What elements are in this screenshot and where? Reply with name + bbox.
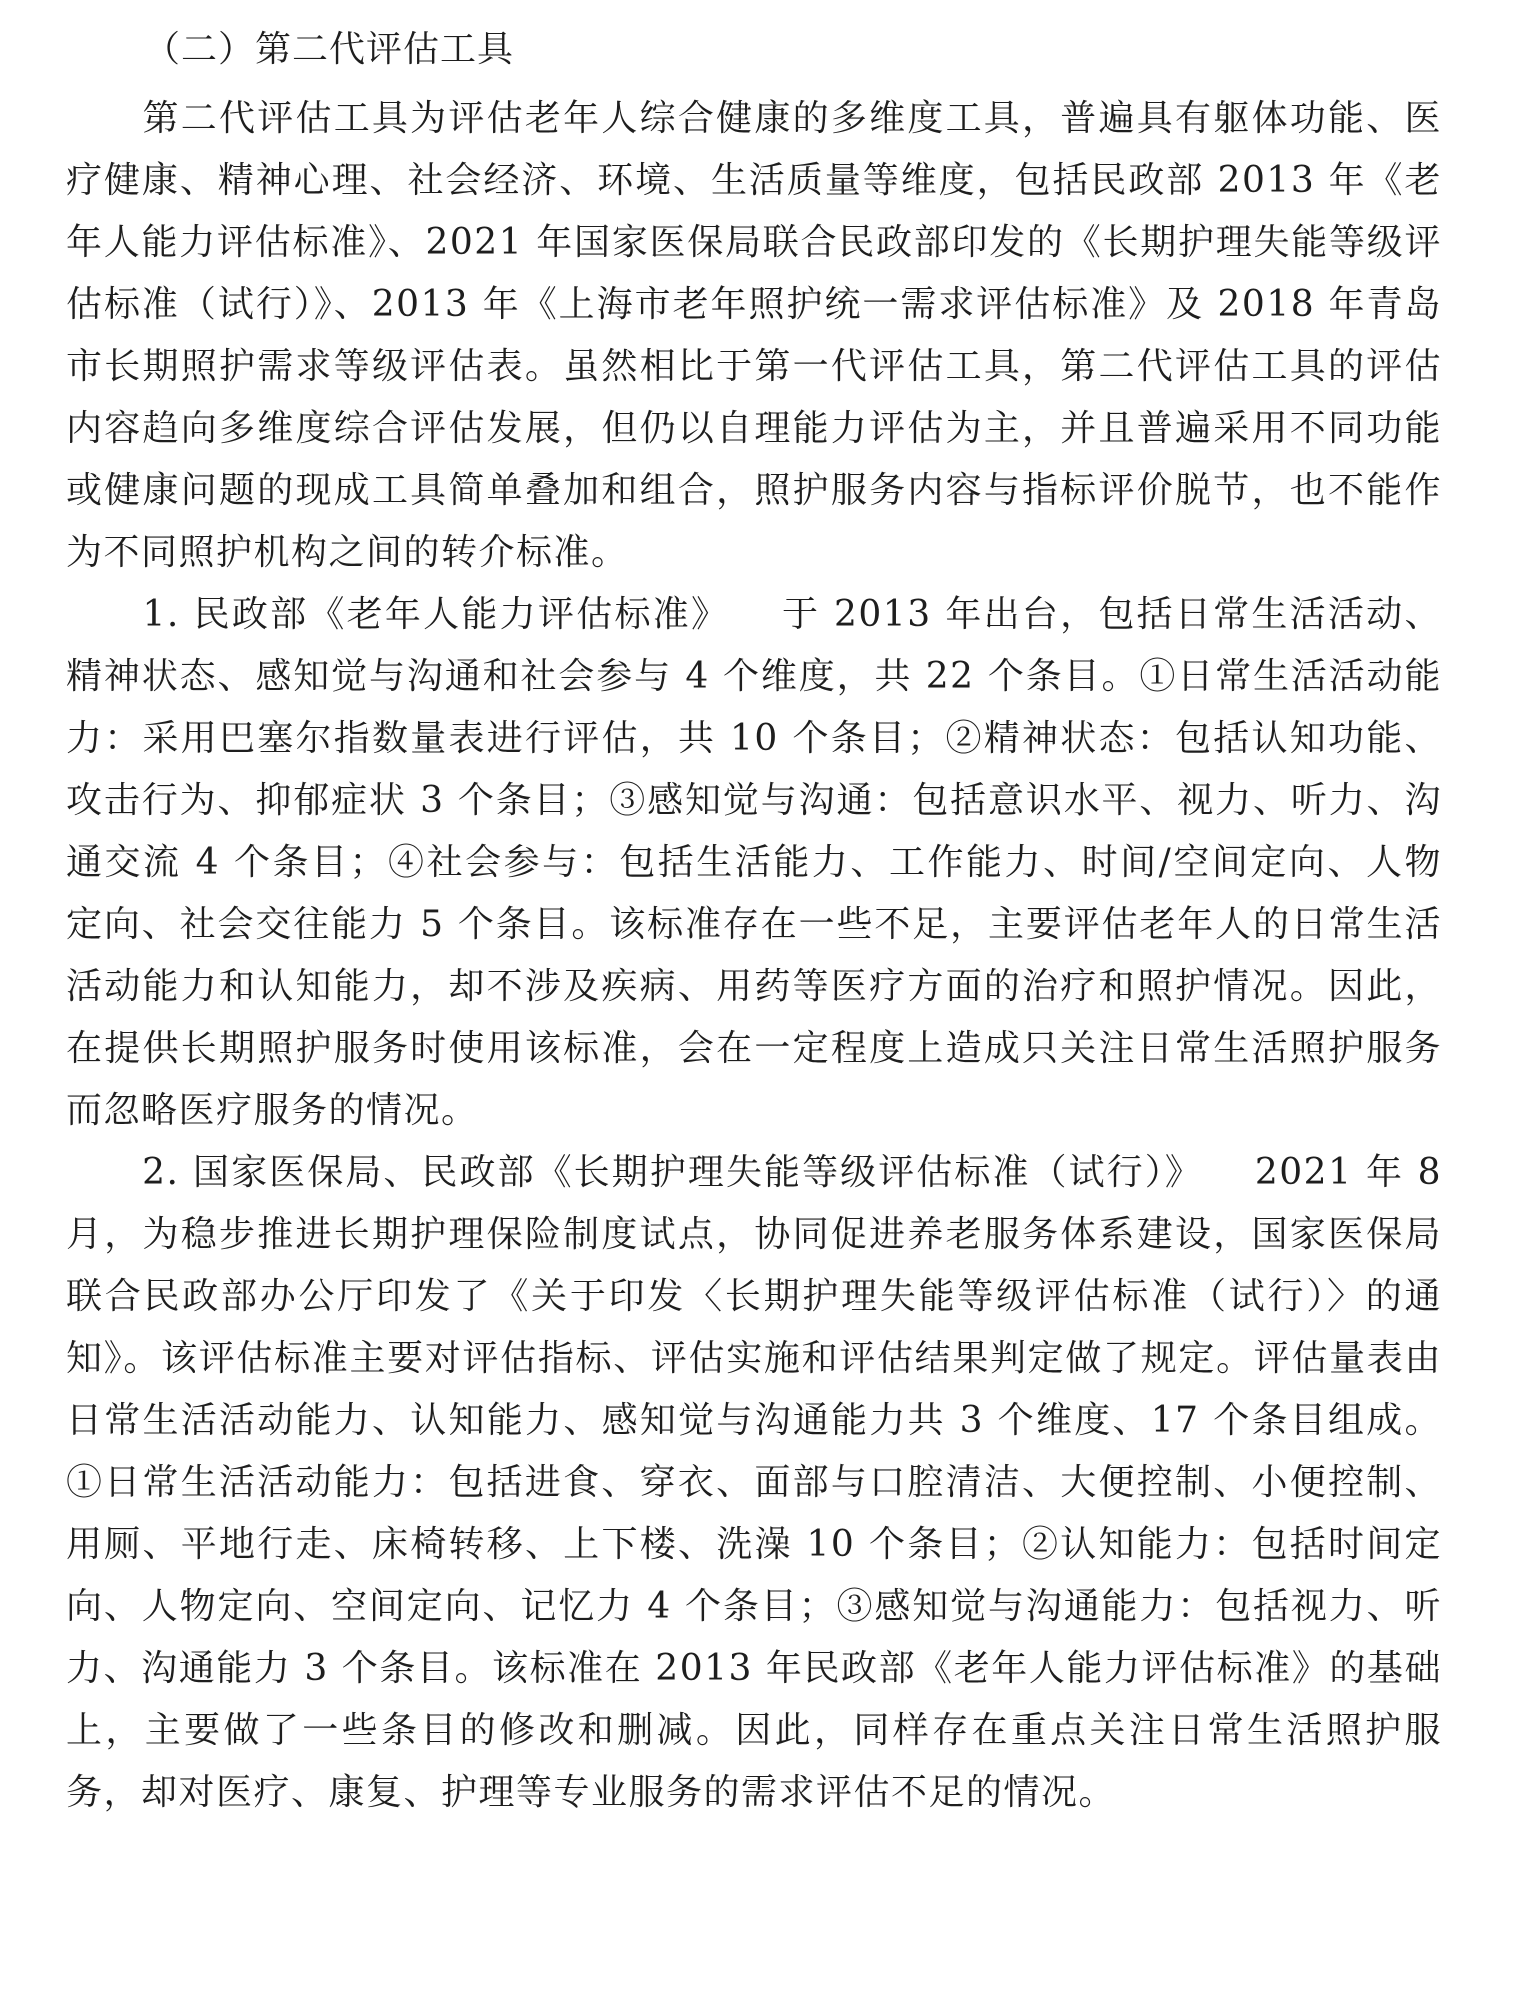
paragraph-indent [66, 594, 143, 635]
item-title: 2. 国家医保局、民政部《长期护理失能等级评估标准（试行）》 [142, 1152, 1203, 1193]
item-title: 1. 民政部《老年人能力评估标准》 [142, 594, 730, 635]
section-heading: （二）第二代评估工具 [144, 29, 515, 70]
intro-paragraph [66, 88, 1442, 584]
paragraph-indent [66, 98, 142, 139]
item-text: 2021 年 8 月，为稳步推进长期护理保险制度试点，协同促进养老服务体系建设，国家医保局联合民政部办公厅印发了《关于印发〈长期护理失能等级评估标准（试行）〉的通知》。该评估标准主要对评估指标、评估实施和评估结果判定做了规定。评估量表由日常生活活动能力、认知能力、感知觉与沟通能力共 3 个维度、17 个条目组成。①日常生活活动能力：包括进食、穿衣、面部与口腔清洁、大便控制、小便控制、用厕、平地行走、床椅转移、上下楼、洗澡 10 个条目；②认知能力：包括时间定向、人物定向、空间定向、记忆力 4 个条目；③感知觉与沟通能力：包括视力、听力、沟通能力 3 个条目。该标准在 2013 年民政部《老年人能力评估标准》的基础上，主要做了一些条目的修改和删减。因此，同样存在重点关注日常生活照护服务，却对医疗、康复、护理等专业服务的需求评估不足的情况。 [66, 1152, 1442, 1813]
paragraph-text: 第二代评估工具为评估老年人综合健康的多维度工具，普遍具有躯体功能、医疗健康、精神心理、社会经济、环境、生活质量等维度，包括民政部 2013 年《老年人能力评估标准》、2021 年国家医保局联合民政部印发的《长期护理失能等级评估标准（试行）》、2013 年《上海市老年照护统一需求评估标准》及 2018 年青岛市长期照护需求等级评估表。虽然相比于第一代评估工具，第二代评估工具的评估内容趋向多维度综合评估发展，但仍以自理能力评估为主，并且普遍采用不同功能或健康问题的现成工具简单叠加和组合，照护服务内容与指标评价脱节，也不能作为不同照护机构之间的转介标准。 [66, 98, 1442, 573]
document-page [66, 20, 1442, 1824]
list-item-1 [66, 584, 1442, 1142]
item-text: 于 2013 年出台，包括日常生活活动、精神状态、感知觉与沟通和社会参与 4 个维度，共 22 个条目。①日常生活活动能力：采用巴塞尔指数量表进行评估，共 10 个条目；②精神状态：包括认知功能、攻击行为、抑郁症状 3 个条目；③感知觉与沟通：包括意识水平、视力、听力、沟通交流 4 个条目；④社会参与：包括生活能力、工作能力、时间/空间定向、人物定向、社会交往能力 5 个条目。该标准存在一些不足，主要评估老年人的日常生活活动能力和认知能力，却不涉及疾病、用药等医疗方面的治疗和照护情况。因此，在提供长期照护服务时使用该标准，会在一定程度上造成只关注日常生活照护服务而忽略医疗服务的情况。 [66, 594, 1442, 1131]
paragraph-indent [66, 1152, 142, 1193]
list-item-2 [66, 1142, 1442, 1824]
